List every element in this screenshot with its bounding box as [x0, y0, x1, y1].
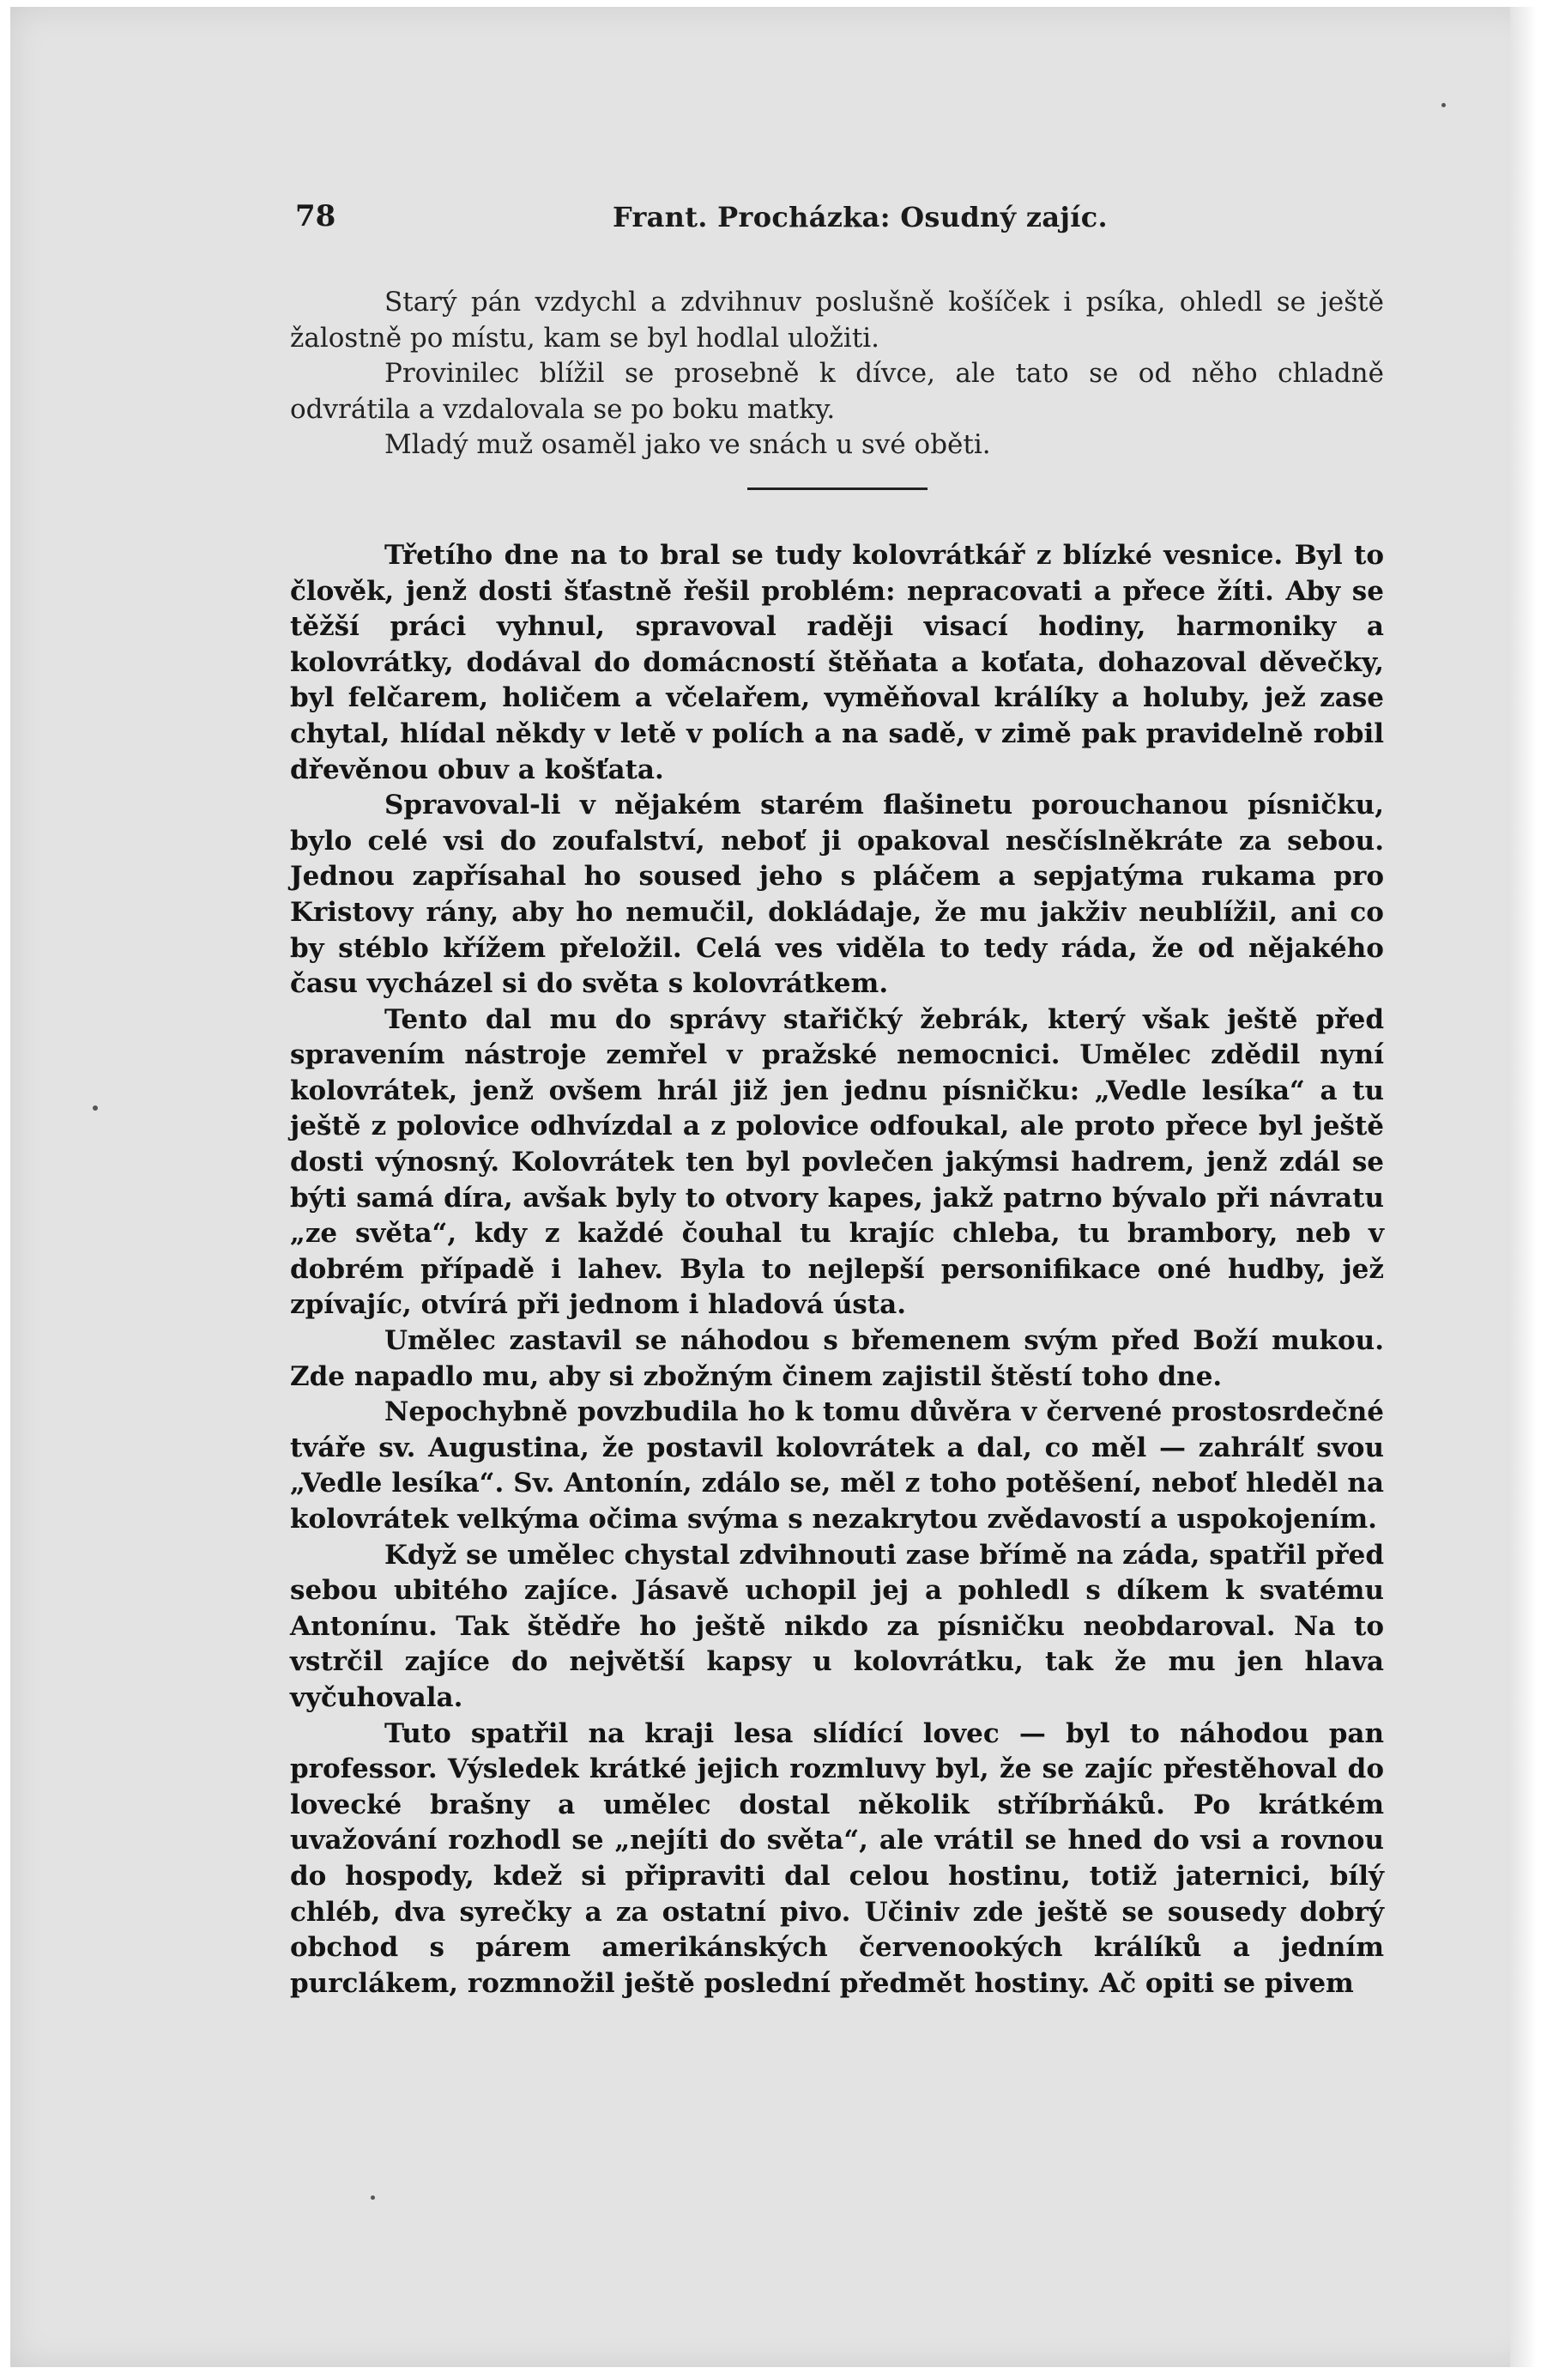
- scan-speck: [93, 1105, 98, 1111]
- paragraph: Když se umělec chystal zdvihnouti zase břímě na záda, spatřil před sebou ubitého zajíce. Jásavě uchopil jej a pohledl s díkem k svatému Antonínu. Tak štědře ho ještě nikdo za písničku neobdaroval. Na to vstrčil zajíce do největší kapsy u kolovrátku, tak že mu jen hlava vyčuhovala.: [290, 1539, 1384, 1713]
- scan-speck: [1441, 103, 1446, 107]
- page-header: [287, 199, 1385, 240]
- page-edge: [1510, 7, 1536, 2367]
- paragraph: Mladý muž osaměl jako ve snách u své oběti.: [384, 429, 991, 461]
- paragraph: Třetího dne na to bral se tudy kolovrátkář z blízké vesnice. Byl to člověk, jenž dosti šťastně řešil problém: nepracovati a přece žíti. Aby se těžší práci vyhnul, spravoval raději visací hodiny, harmoniky a kolovrátky, dodával do domácností štěňata a koťata, dohazoval děvečky, byl felčarem, holičem a včelařem, vyměňoval králíky a holuby, jež zase chytal, hlídal někdy v letě v polích a na sadě, v zimě pak pravidelně robil dřevěnou obuv a košťata.: [290, 539, 1384, 785]
- body-text: [290, 285, 1384, 2002]
- paragraph: Provinilec blížil se prosebně k dívce, ale tato se od něho chladně odvrátila a vzdalovala se po boku matky.: [290, 358, 1384, 425]
- page-number: 78: [295, 199, 336, 233]
- paragraph: Spravoval-li v nějakém starém flašinetu porouchanou písničku, bylo celé vsi do zoufalství, neboť ji opakoval nesčíslněkráte za sebou. Jednou zapřísahal ho soused jeho s pláčem a sepjatýma rukama pro Kristovy rány, aby ho nemučil, dokládaje, že mu jakživ neublížil, ani co by stéblo křížem přeložil. Celá ves viděla to tedy ráda, že od nějakého času vycházel si do světa s kolovrátkem.: [290, 790, 1384, 1000]
- paragraph: Starý pán vzdychl a zdvihnuv poslušně košíček i psíka, ohledl se ještě žalostně po místu, kam se byl hodlal uložiti.: [290, 287, 1384, 354]
- scan-speck: [371, 2195, 375, 2200]
- paragraph: Umělec zastavil se náhodou s břemenem svým před Boží mukou. Zde napadlo mu, aby si zbožným činem zajistil štěstí toho dne.: [290, 1325, 1384, 1392]
- paragraph: Tento dal mu do správy stařičký žebrák, který však ještě před spravením nástroje zemřel v pražské nemocnici. Umělec zdědil nyní kolovrátek, jenž ovšem hrál již jen jednu písničku: „Vedle lesíka“ a tu ještě z polovice odhvízdal a z polovice odfoukal, ale proto přece byl ještě dosti výnosný. Kolovrátek ten byl povlečen jakýmsi hadrem, jenž zdál se býti samá díra, avšak byly to otvory kapes, jakž patrno bývalo při návratu „ze světa“, kdy z každé čouhal tu krajíc chleba, tu brambory, neb v dobrém případě i lahev. Byla to nejlepší personifikace oné hudby, jež zpívajíc, otvírá při jednom i hladová ústa.: [290, 1003, 1384, 1321]
- paragraph: Nepochybně povzbudila ho k tomu důvěra v červené prostosrdečné tváře sv. Augustina, že postavil kolovrátek a dal, co měl — zahrálť svou „Vedle lesíka“. Sv. Antonín, zdálo se, měl z toho potěšení, neboť hleděl na kolovrátek velkýma očima svýma s nezakrytou zvědavostí a uspokojením.: [290, 1396, 1384, 1535]
- running-title: Frant. Procházka: Osudný zajíc.: [613, 201, 1108, 233]
- section-divider: [747, 488, 928, 490]
- paragraph: Tuto spatřil na kraji lesa slídící lovec — byl to náhodou pan professor. Výsledek krátké jejich rozmluvy byl, že se zajíc přestěhoval do lovecké brašny a umělec dostal několik stříbrňáků. Po krátkém uvažování rozhodl se „nejíti do světa“, ale vrátil se hned do vsi a rovnou do hospody, kdež si připraviti dal celou hostinu, totiž jaternici, bílý chléb, dva syrečky a za ostatní pivo. Učiniv zde ještě se sousedy dobrý obchod s párem amerikánských červenookých králíků a jedním purclákem, rozmnožil ještě poslední předmět hostiny. Ač opiti se pivem: [290, 1717, 1384, 1999]
